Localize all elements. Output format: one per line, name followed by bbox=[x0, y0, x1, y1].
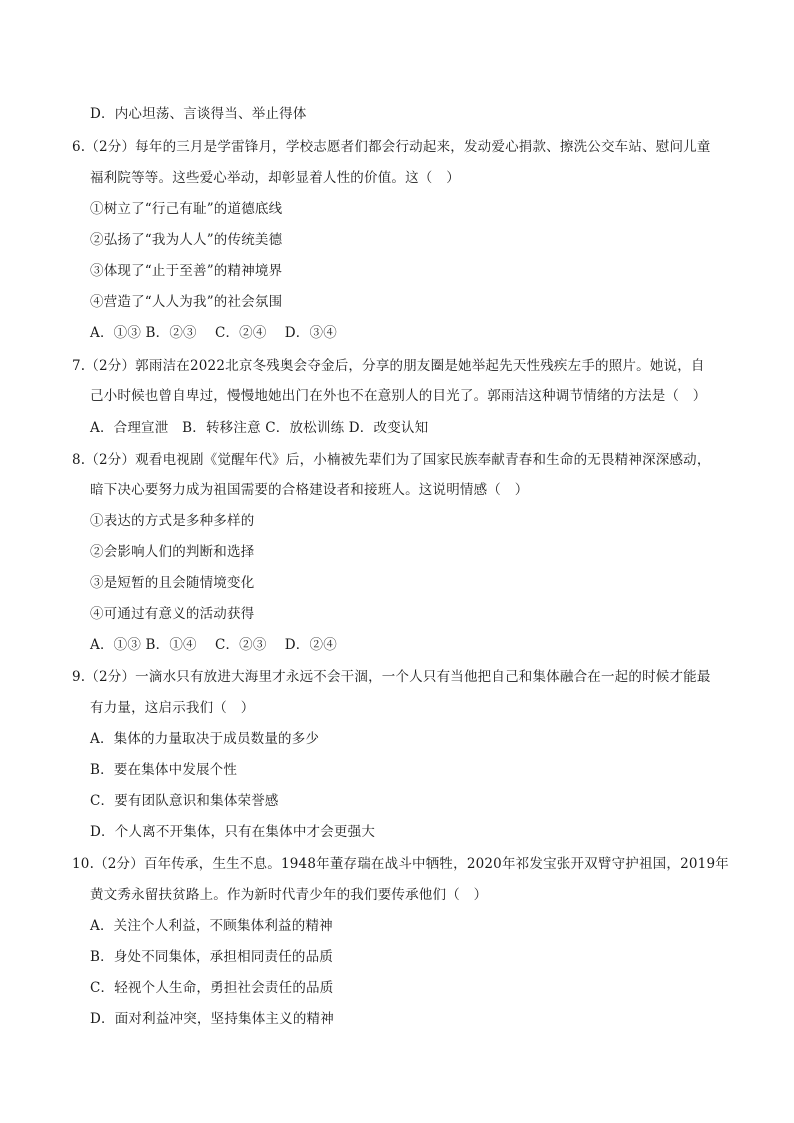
q6-stem-line-2: 福利院等等。这些爱心举动，却彰显着人性的价值。这（ ） bbox=[90, 170, 460, 186]
q8-statement-1: ①表达的方式是多种多样的 bbox=[90, 513, 255, 529]
q6-statement-2: ②弘扬了“我为人人”的传统美德 bbox=[90, 232, 283, 248]
q8-choices: A．①③ B．①④ C．②③ D．②④ bbox=[90, 637, 337, 653]
q8-statement-4: ④可通过有意义的活动获得 bbox=[90, 606, 255, 622]
q8-statement-3: ③是短暂的且会随情境变化 bbox=[90, 575, 255, 591]
q10-stem-line-2: 黄文秀永留扶贫路上。作为新时代青少年的我们要传承他们（ ） bbox=[90, 887, 488, 903]
q10-option-b: B．身处不同集体，承担相同责任的品质 bbox=[90, 949, 334, 965]
q7-stem-line-1: 7.（2分）郭雨洁在2022北京冬残奥会夺金后，分享的朋友圈是她举起先天性残疾左手的照片。她说，自 bbox=[72, 358, 705, 374]
q9-option-c: C．要有团队意识和集体荣誉感 bbox=[90, 793, 279, 809]
q9-option-b: B．要在集体中发展个性 bbox=[90, 762, 238, 778]
q8-stem-line-2: 暗下决心要努力成为祖国需要的合格建设者和接班人。这说明情感（ ） bbox=[90, 482, 529, 498]
q6-statement-3: ③体现了“止于至善”的精神境界 bbox=[90, 263, 283, 279]
q9-option-a: A．集体的力量取决于成员数量的多少 bbox=[90, 731, 320, 747]
q9-stem-line-1: 9.（2分）一滴水只有放进大海里才永远不会干涸，一个人只有当他把自己和集体融合在一起的时候才能最 bbox=[72, 669, 711, 685]
q6-statement-4: ④营造了“人人为我”的社会氛围 bbox=[90, 294, 283, 310]
q8-stem-line-1: 8.（2分）观看电视剧《觉醒年代》后，小楠被先辈们为了国家民族奉献青春和生命的无畏精神深深感动， bbox=[72, 452, 711, 468]
q10-stem-line-1: 10.（2分）百年传承，生生不息。1948年董存瑞在战斗中牺牲，2020年祁发宝张开双臂守护祖国，2019年 bbox=[72, 856, 729, 872]
q6-stem-line-1: 6.（2分）每年的三月是学雷锋月，学校志愿者们都会行动起来，发动爱心捐款、擦洗公交车站、慰问儿童 bbox=[72, 139, 711, 155]
q6-statement-1: ①树立了“行己有耻”的道德底线 bbox=[90, 201, 283, 217]
q7-stem-line-2: 己小时候也曾自卑过，慢慢地她出门在外也不在意别人的目光了。郭雨洁这种调节情绪的方法是（ ） bbox=[90, 388, 707, 404]
q10-option-a: A．关注个人利益，不顾集体利益的精神 bbox=[90, 918, 333, 934]
q9-option-d: D．个人离不开集体，只有在集体中才会更强大 bbox=[90, 824, 376, 840]
q6-choices: A．①③ B．②③ C．②④ D．③④ bbox=[90, 325, 337, 341]
q8-statement-2: ②会影响人们的判断和选择 bbox=[90, 544, 255, 560]
q7-choices: A．合理宣泄 B．转移注意 C．放松训练 D．改变认知 bbox=[90, 420, 429, 436]
q9-stem-line-2: 有力量，这启示我们（ ） bbox=[90, 700, 255, 716]
q5-option-d: D．内心坦荡、言谈得当、举止得体 bbox=[90, 106, 307, 122]
q10-option-d: D．面对利益冲突，坚持集体主义的精神 bbox=[90, 1011, 334, 1027]
q10-option-c: C．轻视个人生命，勇担社会责任的品质 bbox=[90, 980, 334, 996]
